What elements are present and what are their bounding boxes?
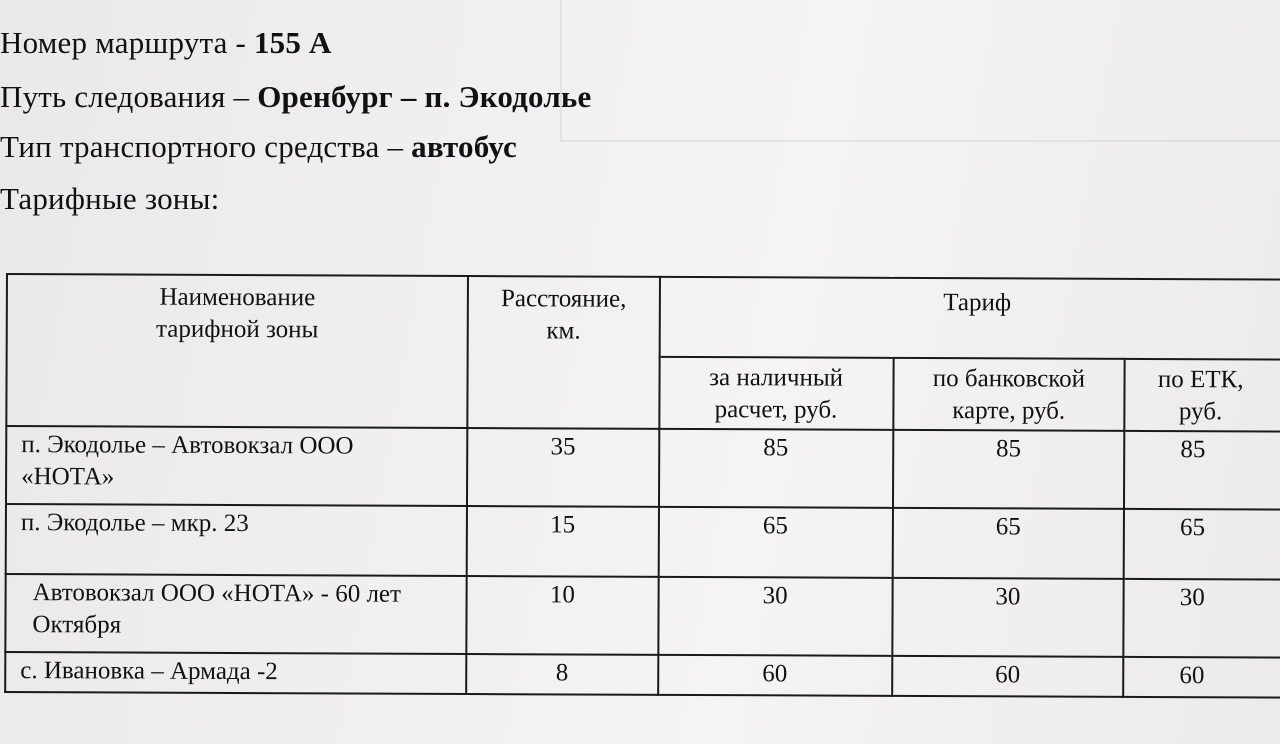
column-header-distance: [467, 276, 659, 429]
cash-tariff-cell: [659, 429, 893, 508]
distance-value: 8: [555, 659, 569, 687]
card-tariff-value: 85: [996, 435, 1022, 463]
column-header-zone-name: [6, 274, 468, 428]
card-tariff-value: 60: [995, 661, 1021, 689]
etk-tariff-cell: [1123, 657, 1280, 698]
card-tariff-value: 30: [995, 583, 1021, 611]
etk-tariff-value: 65: [1180, 514, 1206, 542]
bleed-through-shadow: [560, 0, 1280, 142]
cash-tariff-value: 60: [762, 660, 788, 688]
column-header-bank-card: [893, 358, 1125, 431]
cash-tariff-value: 65: [762, 512, 789, 540]
etk-tariff-value: 30: [1179, 584, 1205, 612]
column-header-etk-text: по ЕТК, руб.: [1157, 366, 1244, 426]
column-header-bank-card-text: по банковской карте, руб.: [932, 365, 1086, 425]
card-tariff-cell: [892, 430, 1124, 509]
route-number-label: Номер маршрута -: [0, 25, 254, 60]
route-path-line: [0, 77, 591, 117]
etk-tariff-value: 60: [1179, 662, 1205, 690]
zone-name: Автовокзал ООО «НОТА» - 60 лет Октября: [32, 579, 402, 639]
cash-tariff-value: 85: [763, 434, 789, 462]
table-row: [6, 426, 1280, 510]
vehicle-type-line: [0, 127, 517, 167]
route-number-value: 155 А: [253, 25, 332, 60]
etk-tariff-value: 85: [1180, 436, 1206, 464]
zone-name: с. Ивановка – Армада -2: [20, 657, 278, 686]
zone-name: п. Экодолье – Автовокзал ООО «НОТА»: [21, 431, 354, 491]
card-tariff-value: 65: [995, 513, 1021, 541]
zone-name: п. Экодолье – мкр. 23: [20, 509, 249, 538]
vehicle-type-label: Тип транспортного средства –: [0, 129, 412, 164]
vehicle-type-value: автобус: [411, 129, 517, 164]
column-header-cash-text: за наличный расчет, руб.: [709, 364, 844, 424]
table-row: [5, 652, 1280, 698]
distance-value: 10: [549, 581, 575, 609]
distance-value: 35: [550, 433, 576, 461]
card-tariff-cell: [892, 508, 1124, 579]
etk-tariff-cell: [1124, 509, 1280, 580]
route-path-label: Путь следования –: [0, 79, 258, 114]
zone-name-cell: [6, 504, 467, 576]
zone-name-cell: [5, 574, 466, 654]
table-header-row: [7, 274, 1280, 360]
column-header-zone-name-text: Наименование тарифной зоны: [156, 283, 319, 344]
column-header-tariff: [659, 277, 1280, 360]
route-path-value: Оренбург – п. Экодолье: [257, 79, 592, 114]
distance-cell: [467, 506, 659, 577]
etk-tariff-cell: [1124, 431, 1280, 510]
distance-value: 15: [550, 511, 576, 539]
column-header-etk: [1124, 359, 1280, 432]
column-header-tariff-text: Тариф: [943, 289, 1012, 317]
etk-tariff-cell: [1124, 579, 1280, 658]
column-header-distance-text: Расстояние, км.: [500, 285, 627, 345]
route-number-line: [0, 23, 332, 63]
distance-cell: [466, 576, 658, 655]
zone-name-cell: [5, 652, 466, 694]
tariff-zones-label: Тарифные зоны:: [0, 181, 220, 216]
column-header-cash: [659, 357, 893, 430]
tariff-zones-heading: [0, 179, 219, 219]
cash-tariff-cell: [658, 507, 892, 578]
cash-tariff-cell: [658, 577, 892, 656]
distance-cell: [466, 654, 658, 695]
table-row: [6, 504, 1280, 580]
distance-cell: [467, 428, 659, 507]
cash-tariff-value: 30: [762, 582, 788, 610]
table-row: [5, 574, 1280, 658]
tariff-table: [4, 273, 1280, 699]
zone-name-cell: [6, 426, 467, 506]
cash-tariff-cell: [658, 655, 892, 696]
card-tariff-cell: [892, 578, 1124, 657]
card-tariff-cell: [892, 656, 1124, 697]
